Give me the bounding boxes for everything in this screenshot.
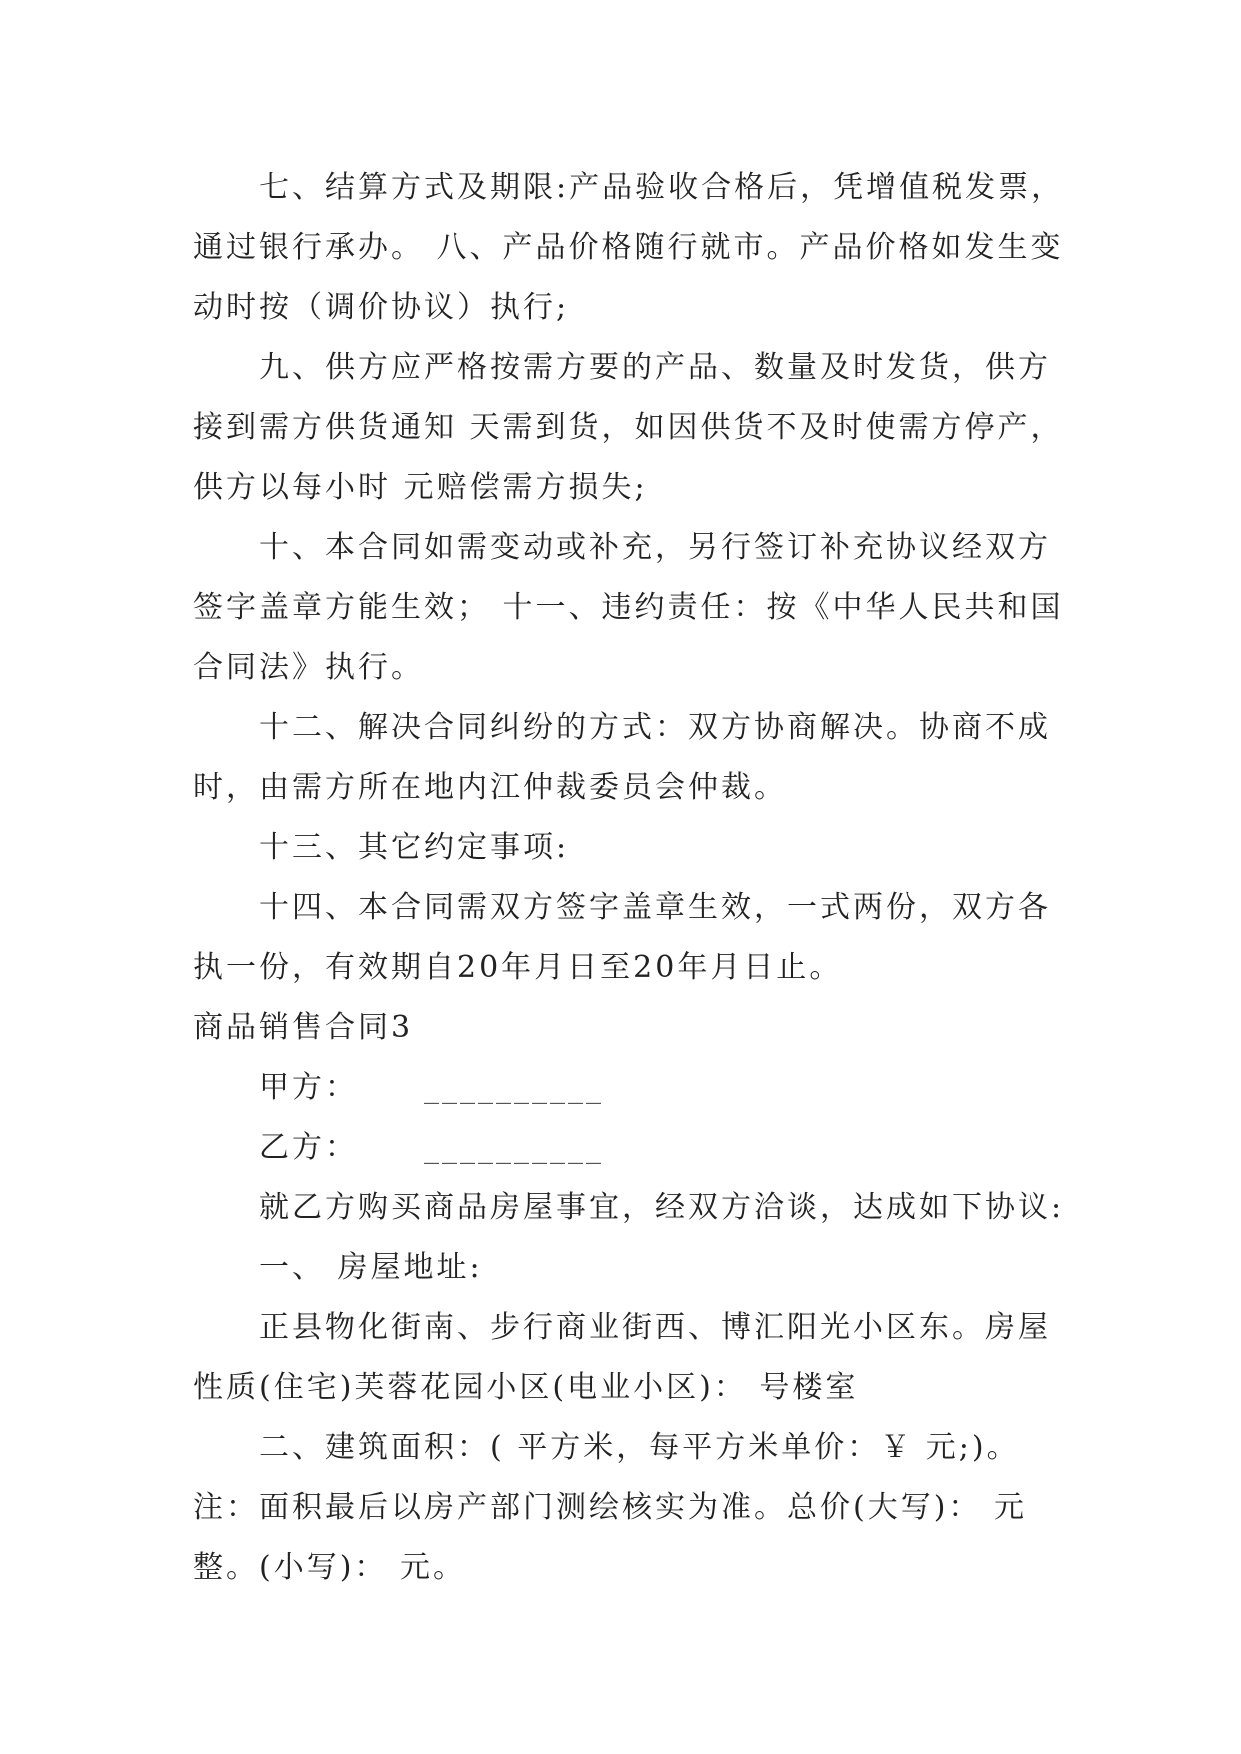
clause-12: 十二、解决合同纠纷的方式：双方协商解决。协商不成时，由需方所在地内江仲裁委员会仲裁。 (193, 710, 1051, 805)
document-body (193, 158, 1073, 1598)
section-title: 商品销售合同3 (193, 1010, 414, 1045)
agreement-intro: 就乙方购买商品房屋事宜，经双方洽谈，达成如下协议: (259, 1190, 1065, 1225)
party-a-label: 甲方： (259, 1070, 358, 1105)
item-2-area: 二、建筑面积：( 平方米，每平方米单价：￥ 元;)。注：面积最后以房产部门测绘核实为准。总价(大写)： 元整。(小写)： 元。 (193, 1430, 1027, 1585)
clause-9: 九、供方应严格按需方要的产品、数量及时发货，供方接到需方供货通知 天需到货，如因供货不及时使需方停产，供方以每小时 元赔偿需方损失; (193, 350, 1064, 505)
item-1-heading: 一、 房屋地址: (259, 1250, 483, 1285)
party-a-blank: __________ (424, 1070, 604, 1105)
party-a-line (193, 1058, 1073, 1118)
party-b-blank: __________ (424, 1130, 604, 1165)
clause-7-8: 七、结算方式及期限:产品验收合格后，凭增值税发票，通过银行承办。 八、产品价格随行就市。产品价格如发生变动时按（调价协议）执行; (193, 170, 1065, 325)
clause-10-11: 十、本合同如需变动或补充，另行签订补充协议经双方签字盖章方能生效； 十一、违约责任：按《中华人民共和国合同法》执行。 (193, 530, 1064, 685)
clause-14: 十四、本合同需双方签字盖章生效，一式两份，双方各执一份，有效期自20年月日至20年月日止。 (193, 890, 1051, 985)
item-1-address: 正县物化街南、步行商业街西、博汇阳光小区东。房屋性质(住宅)芙蓉花园小区(电业小区)： 号楼室 (193, 1310, 1051, 1405)
clause-13: 十三、其它约定事项: (259, 830, 570, 865)
party-b-label: 乙方： (259, 1130, 358, 1165)
party-b-line (193, 1118, 1073, 1178)
